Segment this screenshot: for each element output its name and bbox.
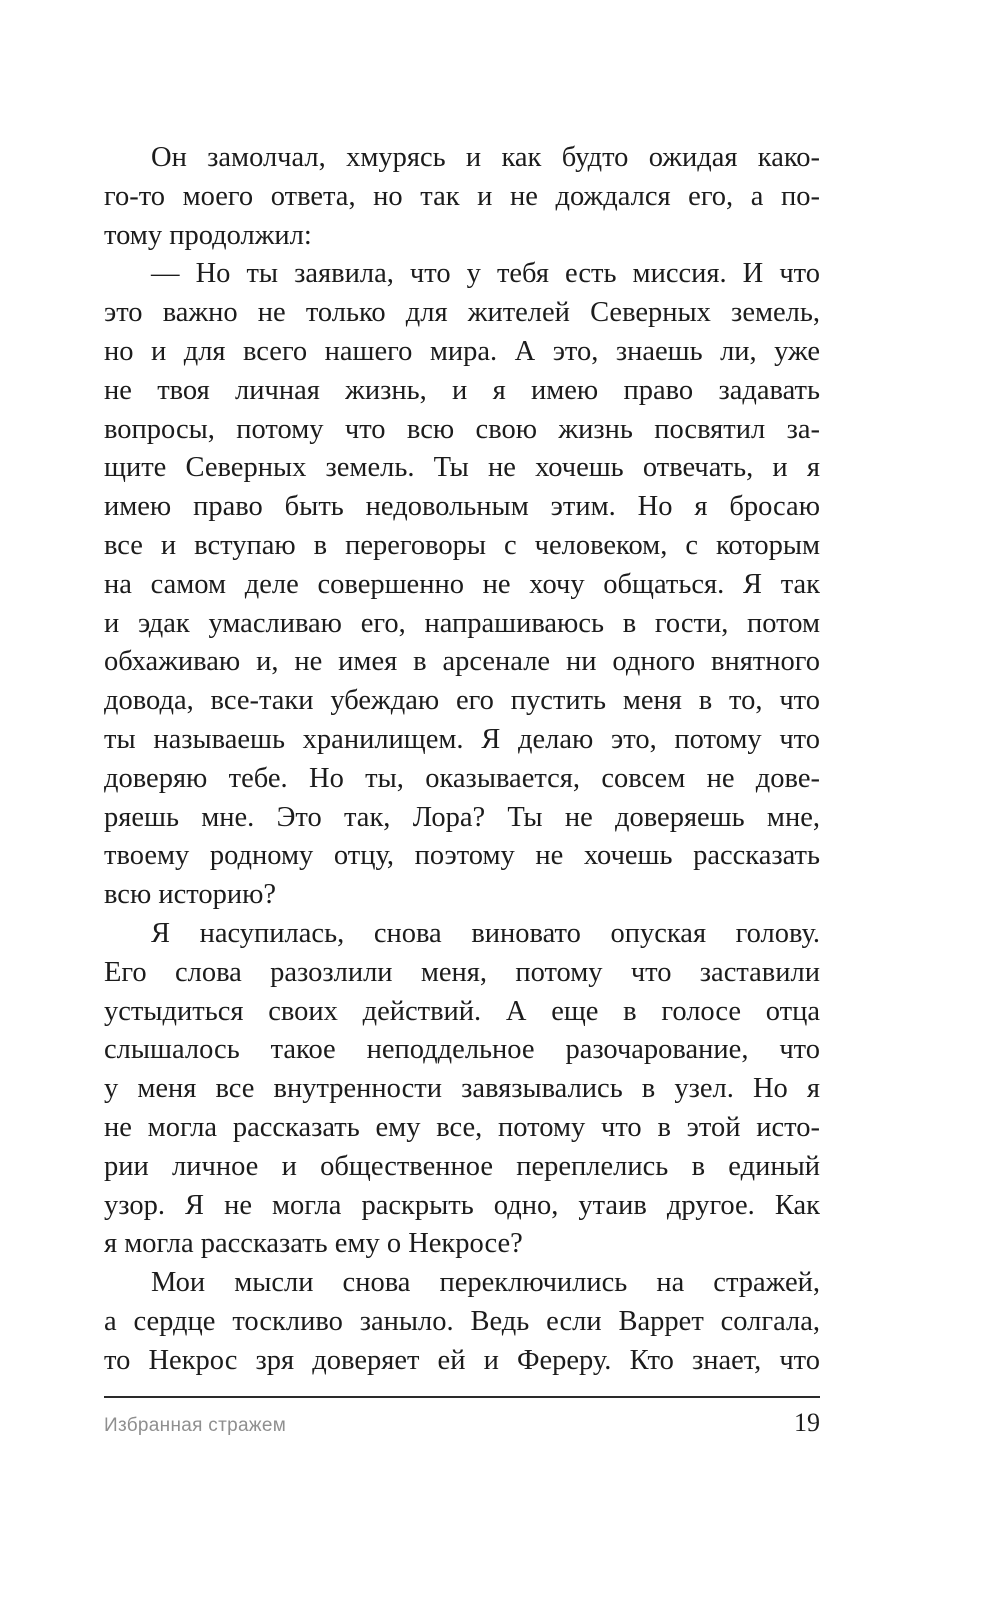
text-line: это важно не только для жителей Северных земель, — [104, 297, 820, 329]
page-number: 19 — [794, 1408, 820, 1437]
text-line: и эдак умасливаю его, напрашиваюсь в гости, потом — [104, 607, 820, 639]
paragraph — [104, 1264, 820, 1380]
text-line: довода, все-таки убеждаю его пустить меня в то, что — [104, 685, 820, 717]
text-line: Мои мысли снова переключились на стражей, — [151, 1267, 820, 1299]
text-line: ты называешь хранилищем. Я делаю это, потому что — [104, 723, 820, 755]
text-line: но и для всего нашего мира. А это, знаешь ли, уже — [104, 335, 820, 367]
text-line: узор. Я не могла раскрыть одно, утаив другое. Как — [104, 1189, 820, 1221]
text-line: не твоя личная жизнь, и я имею право задавать — [104, 374, 820, 406]
text-line: слышалось такое неподдельное разочарование, что — [104, 1034, 820, 1066]
text-line: а сердце тоскливо заныло. Ведь если Варрет солгала, — [104, 1305, 820, 1337]
running-title: Избранная стражем — [104, 1415, 287, 1436]
paragraph — [104, 915, 820, 1264]
text-line: ряешь мне. Это так, Лора? Ты не доверяешь мне, — [104, 801, 820, 833]
text-line: обхаживаю и, не имея в арсенале ни одного внятного — [104, 646, 820, 678]
text-line: твоему родному отцу, поэтому не хочешь рассказать — [104, 840, 820, 872]
page-footer — [104, 1396, 820, 1438]
text-line: Его слова разозлили меня, потому что заставили — [104, 956, 820, 988]
text-line: Я насупилась, снова виновато опуская голову. — [151, 917, 820, 949]
text-line: устыдиться своих действий. А еще в голосе отца — [104, 995, 820, 1027]
text-line: — Но ты заявила, что у тебя есть миссия. И что — [151, 258, 820, 290]
page-text — [104, 139, 820, 1381]
text-line: имею право быть недовольным этим. Но я бросаю — [104, 491, 820, 523]
text-line: то Некрос зря доверяет ей и Фереру. Кто знает, что — [104, 1344, 820, 1376]
text-line: у меня все внутренности завязывались в узел. Но я — [104, 1073, 820, 1105]
footer-row — [104, 1408, 820, 1438]
text-line: тому продолжил: — [104, 219, 312, 251]
text-line: рии личное и общественное переплелись в единый — [104, 1150, 820, 1182]
text-line: щите Северных земель. Ты не хочешь отвечать, и я — [104, 452, 820, 484]
text-line: я могла рассказать ему о Некросе? — [104, 1228, 523, 1260]
text-line: на самом деле совершенно не хочу общаться. Я так — [104, 568, 820, 600]
text-line: вопросы, потому что всю свою жизнь посвятил за- — [104, 413, 820, 445]
paragraph — [104, 255, 820, 915]
text-line: не могла рассказать ему все, потому что в этой исто- — [104, 1111, 820, 1143]
text-line: доверяю тебе. Но ты, оказывается, совсем не дове- — [104, 762, 820, 794]
text-line: все и вступаю в переговоры с человеком, с которым — [104, 529, 820, 561]
text-line: го-то моего ответа, но так и не дождался его, а по- — [104, 180, 820, 212]
paragraph — [104, 139, 820, 255]
text-line: всю историю? — [104, 879, 277, 911]
text-line: Он замолчал, хмурясь и как будто ожидая како- — [151, 142, 820, 173]
footer-divider — [104, 1396, 820, 1398]
